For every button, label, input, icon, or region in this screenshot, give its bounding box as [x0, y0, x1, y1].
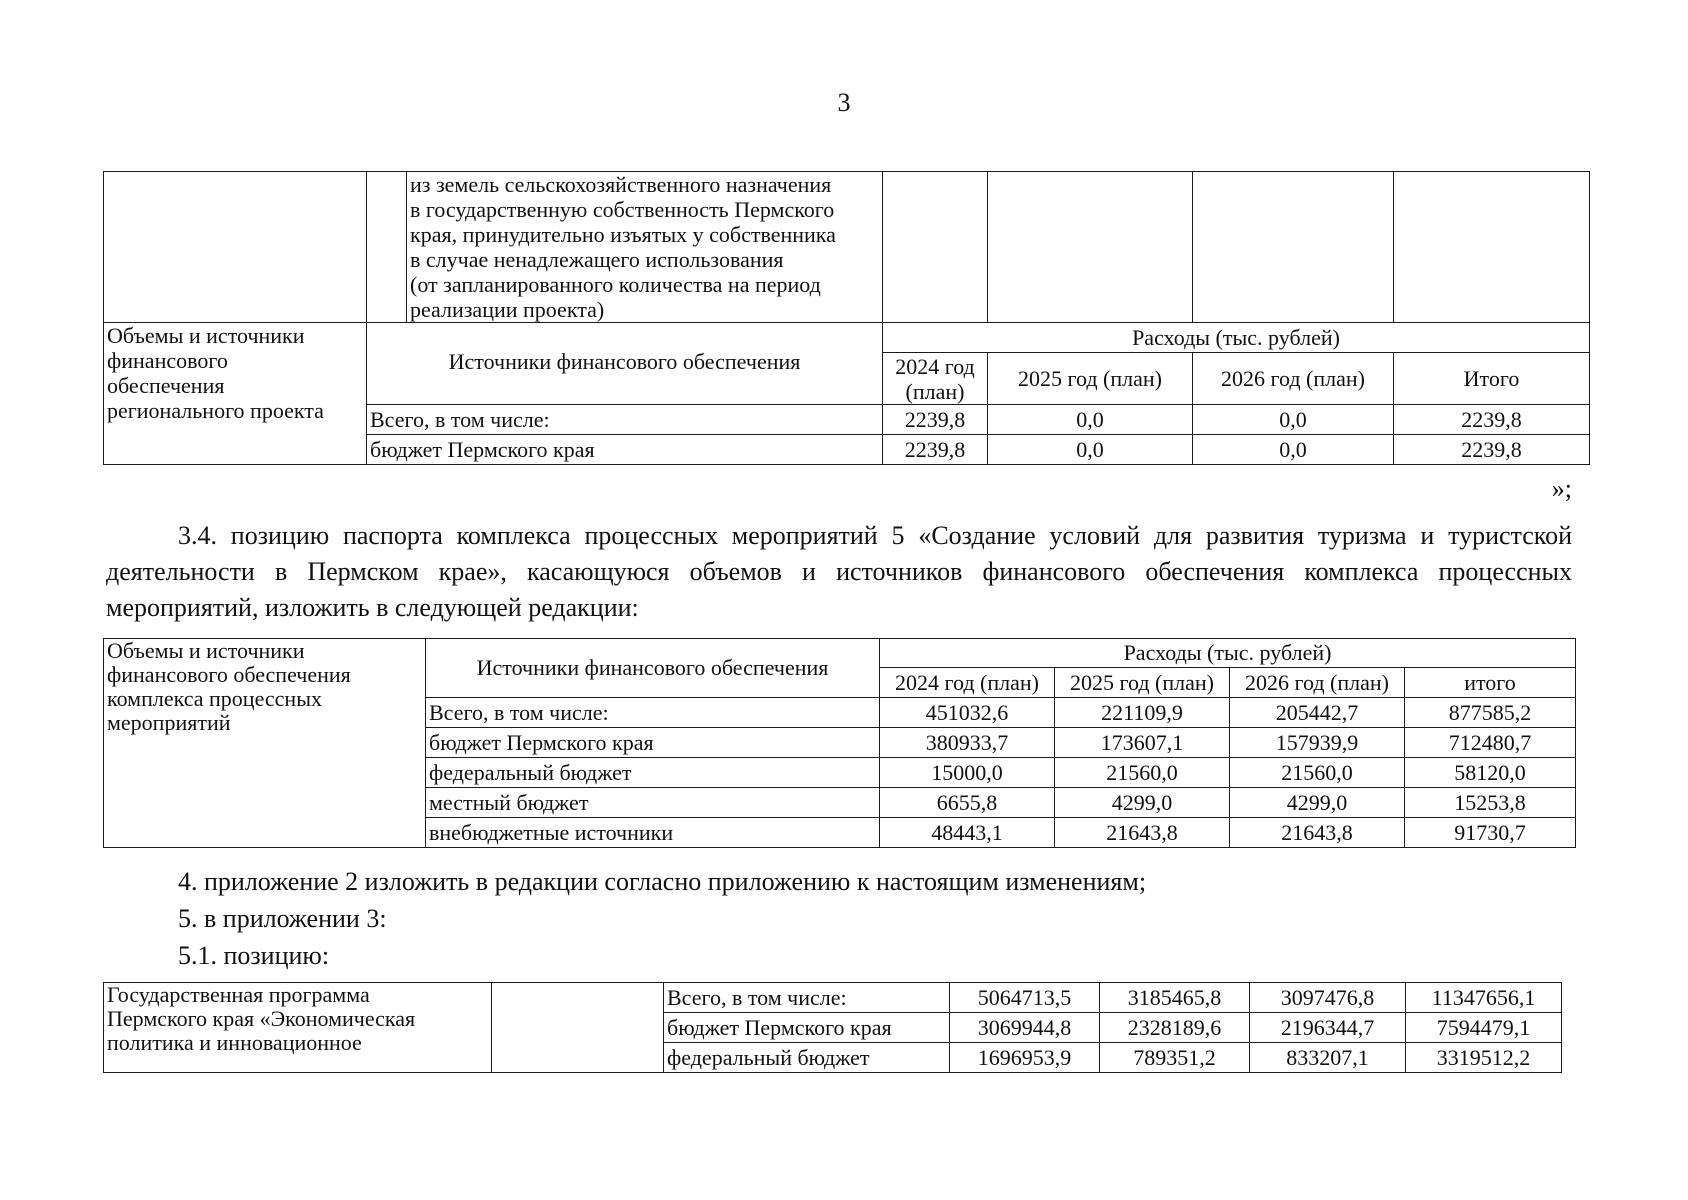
- empty-cell: [104, 172, 367, 323]
- process-measures-funding-table: [103, 638, 1576, 848]
- row-label-line: финансового обеспечения: [107, 662, 351, 687]
- value-cell: 4299,0: [1055, 788, 1230, 818]
- closing-quote: »;: [1551, 474, 1572, 503]
- source-cell: местный бюджет: [426, 788, 880, 818]
- value-cell: 451032,6: [880, 698, 1055, 728]
- value-cell: 380933,7: [880, 728, 1055, 758]
- sources-header: Источники финансового обеспечения: [367, 323, 883, 405]
- value-cell: 7594479,1: [1406, 1013, 1562, 1043]
- value-cell: 1696953,9: [950, 1043, 1100, 1073]
- value-cell: 21560,0: [1055, 758, 1230, 788]
- value-cell: 2239,8: [1394, 435, 1590, 465]
- col-2025-header: 2025 год (план): [988, 353, 1193, 405]
- col-total-header: итого: [1405, 668, 1576, 698]
- col-2026-header: 2026 год (план): [1193, 353, 1394, 405]
- expenses-header: Расходы (тыс. рублей): [883, 323, 1590, 353]
- value-cell: 15253,8: [1405, 788, 1576, 818]
- empty-cell: [367, 172, 407, 323]
- program-label-line: Пермского края «Экономическая: [107, 1006, 416, 1031]
- value-cell: 4299,0: [1230, 788, 1405, 818]
- continuation-line: края, принудительно изъятых у собственника: [410, 222, 836, 247]
- value-cell: 3097476,8: [1250, 983, 1406, 1013]
- col-2024-header: 2024 год (план): [880, 668, 1055, 698]
- value-cell: 173607,1: [1055, 728, 1230, 758]
- state-program-funding-table: [103, 982, 1562, 1073]
- source-cell: бюджет Пермского края: [664, 1013, 950, 1043]
- row-label-line: Объемы и источники: [107, 323, 305, 348]
- value-cell: 15000,0: [880, 758, 1055, 788]
- regional-project-funding-table: [103, 171, 1590, 465]
- row-label-line: Объемы и источники: [107, 638, 305, 663]
- row-label-line: обеспечения: [107, 373, 225, 398]
- source-cell: бюджет Пермского края: [367, 435, 883, 465]
- col-total-header: Итого: [1394, 353, 1590, 405]
- row-label-line: регионального проекта: [107, 398, 324, 423]
- value-cell: 205442,7: [1230, 698, 1405, 728]
- source-cell: Всего, в том числе:: [426, 698, 880, 728]
- source-cell: федеральный бюджет: [664, 1043, 950, 1073]
- value-cell: 21643,8: [1055, 818, 1230, 848]
- value-cell: 712480,7: [1405, 728, 1576, 758]
- col-2024-line: (план): [905, 378, 965, 404]
- continuation-line: в случае ненадлежащего использования: [410, 247, 784, 272]
- col-2024-line: 2024 год: [895, 353, 975, 379]
- continuation-line: из земель сельскохозяйственного назначения: [410, 172, 832, 197]
- continuation-line: реализации проекта): [410, 297, 605, 322]
- value-cell: 21560,0: [1230, 758, 1405, 788]
- value-cell: 0,0: [988, 435, 1193, 465]
- empty-cell: [988, 172, 1193, 323]
- continuation-text-cell: [407, 172, 883, 323]
- source-cell: бюджет Пермского края: [426, 728, 880, 758]
- value-cell: 91730,7: [1405, 818, 1576, 848]
- value-cell: 3319512,2: [1406, 1043, 1562, 1073]
- page-number: 3: [837, 88, 851, 117]
- source-cell: федеральный бюджет: [426, 758, 880, 788]
- col-2024-header: [883, 353, 988, 405]
- expenses-header: Расходы (тыс. рублей): [880, 639, 1576, 668]
- item-5-1: 5.1. позицию:: [178, 941, 330, 970]
- continuation-line: в государственную собственность Пермского: [410, 197, 835, 222]
- source-cell: внебюджетные источники: [426, 818, 880, 848]
- value-cell: 221109,9: [1055, 698, 1230, 728]
- value-cell: 6655,8: [880, 788, 1055, 818]
- value-cell: 789351,2: [1100, 1043, 1250, 1073]
- value-cell: 2239,8: [883, 405, 988, 435]
- value-cell: 877585,2: [1405, 698, 1576, 728]
- program-label-line: Государственная программа: [107, 982, 370, 1007]
- value-cell: 5064713,5: [950, 983, 1100, 1013]
- empty-cell: [492, 983, 664, 1073]
- sources-header: Источники финансового обеспечения: [426, 639, 880, 698]
- empty-cell: [883, 172, 988, 323]
- value-cell: 0,0: [1193, 405, 1394, 435]
- item-4: 4. приложение 2 изложить в редакции согласно приложению к настоящим изменениям;: [178, 867, 1147, 896]
- row-label-line: комплекса процессных: [107, 686, 322, 711]
- row-label-line: финансового: [107, 348, 228, 373]
- program-label-cell: [104, 983, 492, 1073]
- value-cell: 2239,8: [1394, 405, 1590, 435]
- empty-cell: [1394, 172, 1590, 323]
- value-cell: 0,0: [988, 405, 1193, 435]
- value-cell: 0,0: [1193, 435, 1394, 465]
- program-label-line: политика и инновационное: [107, 1030, 362, 1055]
- paragraph-3-4: 3.4. позицию паспорта комплекса процессных мероприятий 5 «Создание условий для развития туризма и туристской деятельности в Пермском крае», касающуюся объемов и источников финансового обеспечения комплекса процессных мероприятий, изложить в следующей редакции:: [106, 521, 1572, 622]
- value-cell: 48443,1: [880, 818, 1055, 848]
- value-cell: 58120,0: [1405, 758, 1576, 788]
- item-5: 5. в приложении 3:: [178, 904, 387, 933]
- value-cell: 11347656,1: [1406, 983, 1562, 1013]
- value-cell: 833207,1: [1250, 1043, 1406, 1073]
- value-cell: 3185465,8: [1100, 983, 1250, 1013]
- col-2025-header: 2025 год (план): [1055, 668, 1230, 698]
- source-cell: Всего, в том числе:: [367, 405, 883, 435]
- value-cell: 157939,9: [1230, 728, 1405, 758]
- col-2026-header: 2026 год (план): [1230, 668, 1405, 698]
- value-cell: 2239,8: [883, 435, 988, 465]
- value-cell: 2196344,7: [1250, 1013, 1406, 1043]
- continuation-line: (от запланированного количества на период: [410, 272, 821, 297]
- source-cell: Всего, в том числе:: [664, 983, 950, 1013]
- value-cell: 21643,8: [1230, 818, 1405, 848]
- empty-cell: [1193, 172, 1394, 323]
- value-cell: 2328189,6: [1100, 1013, 1250, 1043]
- row-label-cell: [104, 639, 426, 848]
- row-label-cell: [104, 323, 367, 465]
- value-cell: 3069944,8: [950, 1013, 1100, 1043]
- row-label-line: мероприятий: [107, 710, 231, 735]
